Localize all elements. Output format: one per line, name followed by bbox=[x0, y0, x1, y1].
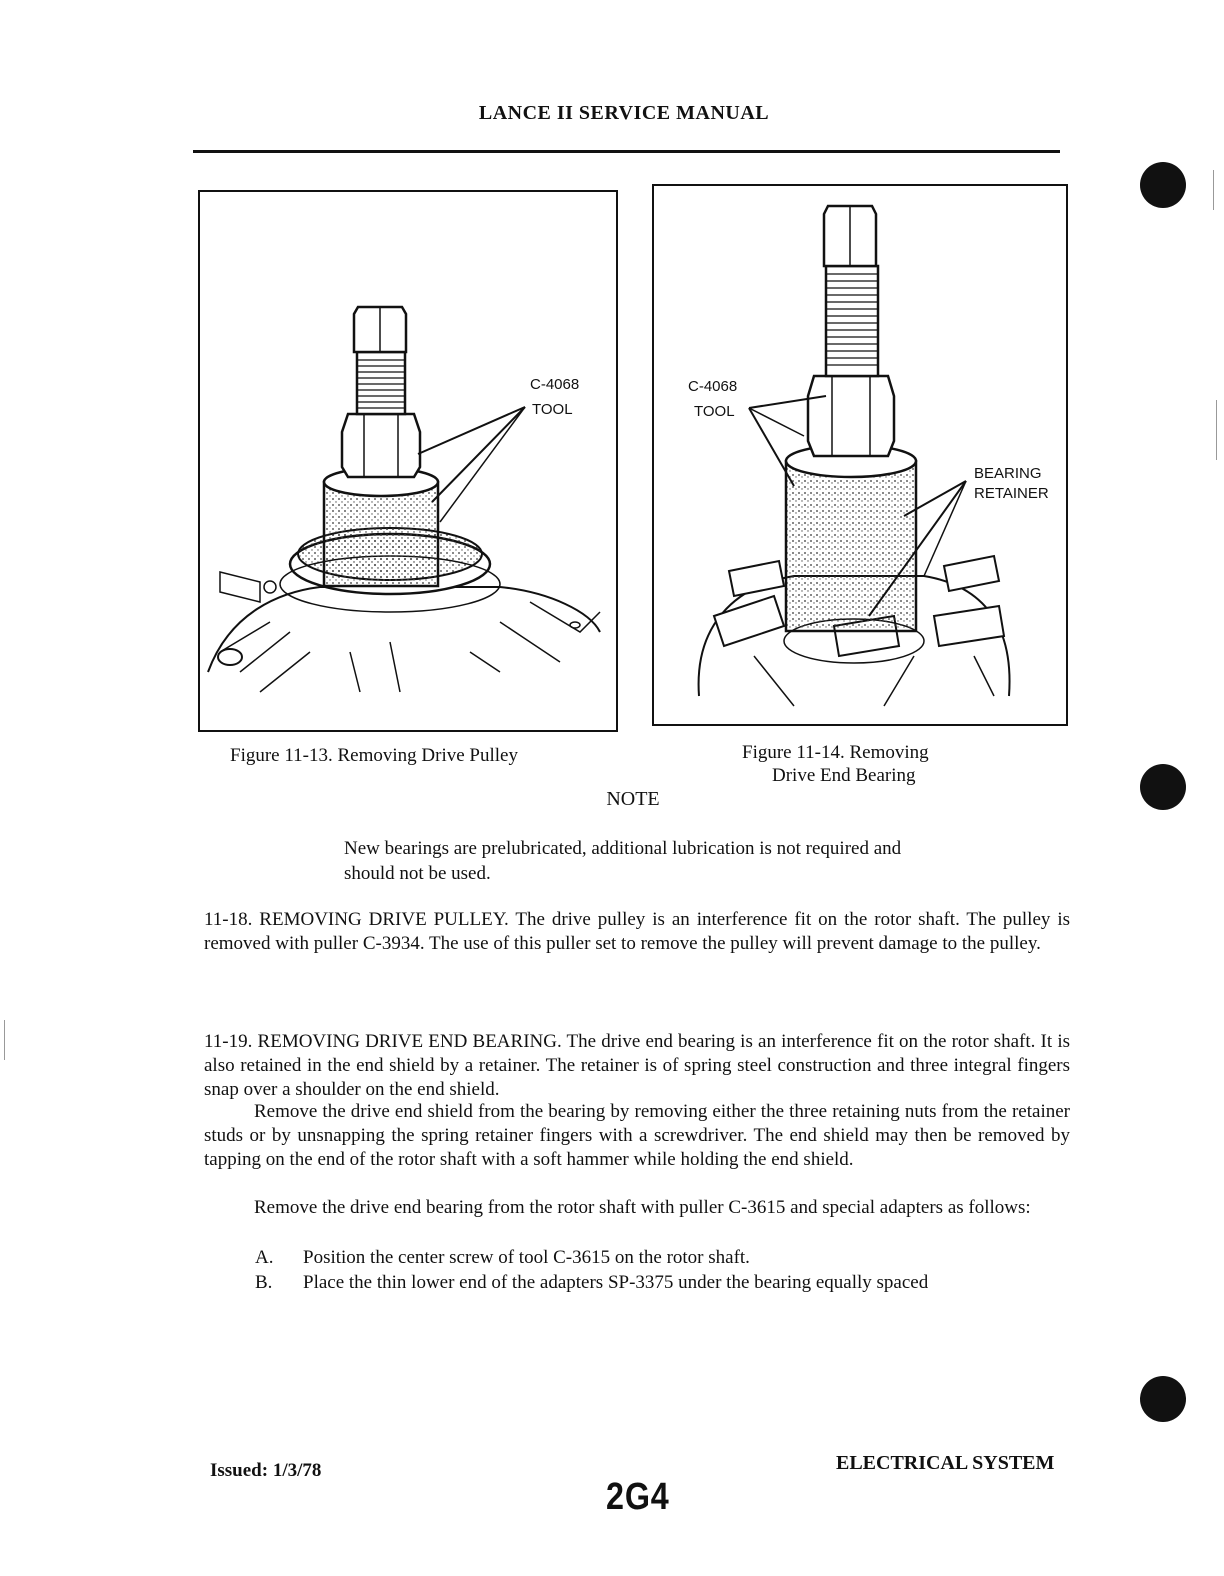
drive-end-bearing-illustration bbox=[654, 186, 1066, 724]
issued-date: Issued: 1/3/78 bbox=[210, 1460, 322, 1481]
step-a-text: Position the center screw of tool C-3615 on the rotor shaft. bbox=[303, 1247, 750, 1268]
figure-11-14-caption-line-1: Figure 11-14. Removing bbox=[742, 742, 929, 763]
margin-mark bbox=[1213, 170, 1214, 210]
bearing-label: BEARING bbox=[974, 465, 1042, 482]
tool-label: TOOL bbox=[694, 403, 735, 420]
figure-11-14-caption-line-2: Drive End Bearing bbox=[772, 765, 916, 786]
note-title: NOTE bbox=[606, 788, 660, 810]
tool-number-label: C-4068 bbox=[688, 378, 738, 395]
header-rule bbox=[193, 150, 1060, 153]
section-11-19-paragraph-3: Remove the drive end bearing from the rotor shaft with puller C-3615 and special adapters as follows: bbox=[254, 1197, 1031, 1218]
figure-11-14 bbox=[652, 184, 1068, 726]
step-a-letter: A. bbox=[255, 1247, 274, 1268]
step-b-letter: B. bbox=[255, 1272, 273, 1293]
margin-mark bbox=[1216, 400, 1217, 460]
page-header-title: LANCE II SERVICE MANUAL bbox=[478, 102, 770, 124]
tool-label: TOOL bbox=[532, 401, 573, 418]
margin-mark bbox=[4, 1020, 5, 1060]
drive-pulley-illustration bbox=[200, 192, 616, 730]
step-a bbox=[255, 1246, 1075, 1270]
tool-number-label: C-4068 bbox=[530, 376, 580, 393]
step-b-text: Place the thin lower end of the adapters SP-3375 under the bearing equally spaced bbox=[303, 1272, 929, 1293]
section-11-19: 11-19. REMOVING DRIVE END BEARING. The drive end bearing is an interference fit on the rotor shaft. It is also retained in the end shield by a retainer. The retainer is of spring steel construction and three integral fingers snap over a shoulder on the end shield. bbox=[204, 1031, 1070, 1100]
page-number: 2G4 bbox=[606, 1476, 670, 1518]
punch-hole-bottom bbox=[1140, 1376, 1186, 1422]
section-11-19-paragraph-2: Remove the drive end shield from the bearing by removing either the three retaining nuts from the retainer studs or by unsnapping the spring retainer fingers with a screwdriver. The end shield may then be removed by tapping on the end of the rotor shaft with a soft hammer while holding the end shield. bbox=[204, 1101, 1070, 1170]
retainer-label: RETAINER bbox=[974, 485, 1049, 502]
figure-11-13 bbox=[198, 190, 618, 732]
note-body: New bearings are prelubricated, additional lubrication is not required and should not be used. bbox=[344, 838, 902, 884]
figure-11-13-caption: Figure 11-13. Removing Drive Pulley bbox=[230, 745, 518, 766]
section-name: ELECTRICAL SYSTEM bbox=[836, 1452, 1055, 1474]
punch-hole-top bbox=[1140, 162, 1186, 208]
section-11-18: 11-18. REMOVING DRIVE PULLEY. The drive pulley is an interference fit on the rotor shaft. The pulley is removed with puller C-3934. The use of this puller set to remove the pulley will prevent damage to the pulley. bbox=[204, 909, 1070, 954]
step-b bbox=[255, 1271, 1075, 1295]
